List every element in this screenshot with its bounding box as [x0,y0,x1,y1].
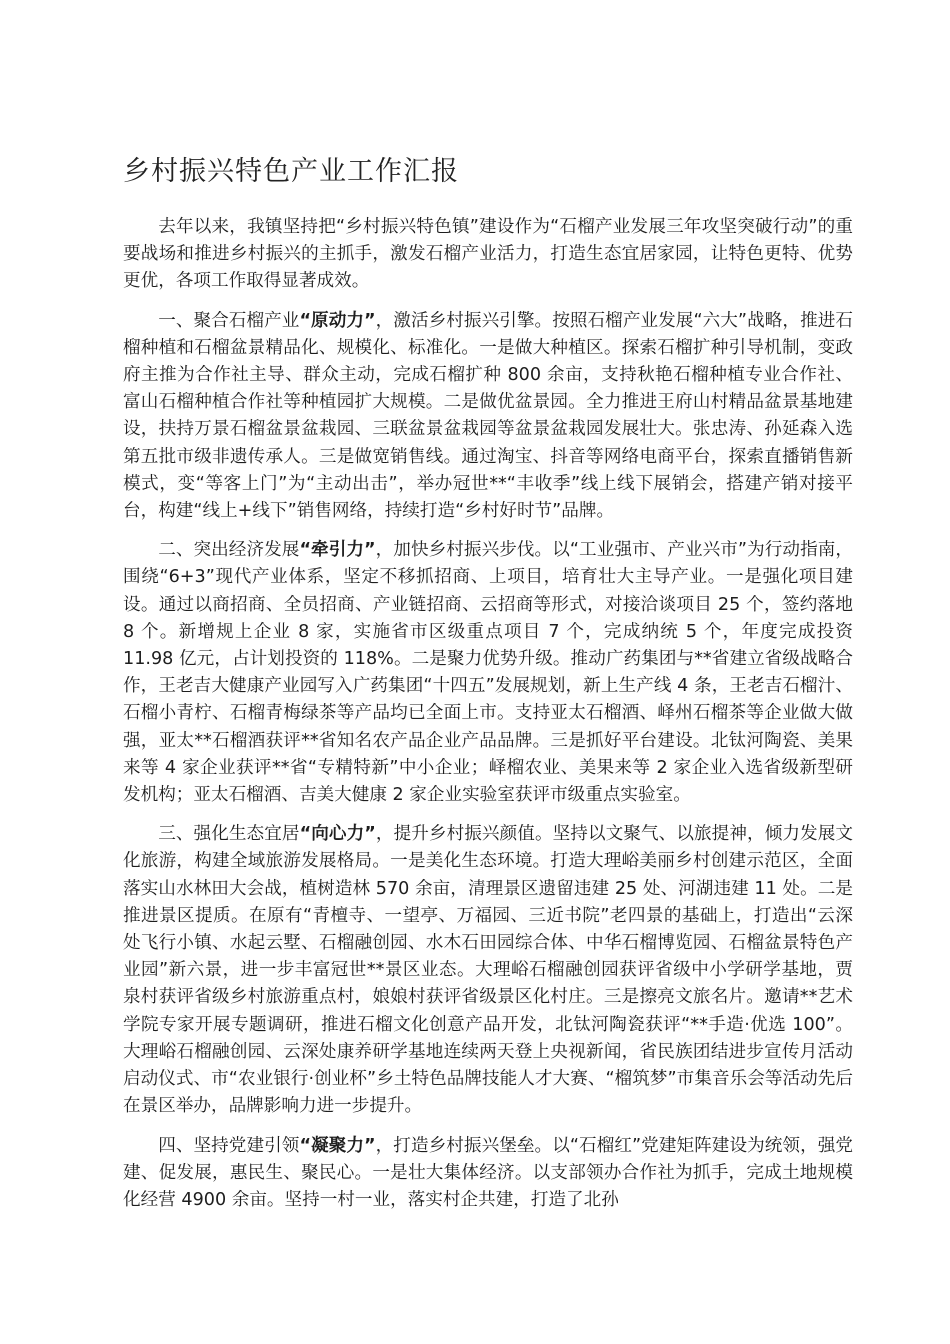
section-1-heading-a: 一、聚合石榴产业 [158,310,300,331]
section-2-paragraph [123,537,853,809]
section-1-heading-b: ，激活乡村振兴引擎。 [375,310,553,331]
section-1-body: 按照石榴产业发展“六大”战略，推进石榴种植和石榴盆景精品化、规模化、标准化。一是做大种植区。探索石榴扩种引导机制，变政府主推为合作社主导、群众主动，完成石榴扩种 800 余亩，支持秋艳石榴种植专业合作社、富山石榴种植合作社等种植园扩大规模。二是做优盆景园。全力推进王府山村精品盆景基地建设，扶持万景石榴盆景盆栽园、三联盆景盆栽园等盆景盆栽园发展壮大。张忠涛、孙延森入选第五批市级非遗传承人。三是做宽销售线。通过淘宝、抖音等网络电商平台，探索直播销售新模式，变“等客上门”为“主动出击”，举办冠世**“丰收季”线上线下展销会，搭建产销对接平台，构建“线上+线下”销售网络，持续打造“乡村好时节”品牌。 [123,310,853,522]
section-3-heading-a: 三、强化生态宜居 [158,824,300,845]
section-4-paragraph [123,1133,853,1215]
section-4-heading-a: 四、坚持党建引领 [158,1135,300,1156]
section-3-paragraph [123,821,853,1120]
intro-paragraph: 去年以来，我镇坚持把“乡村振兴特色镇”建设作为“石榴产业发展三年攻坚突破行动”的重要战场和推进乡村振兴的主抓手，激发石榴产业活力，打造生态宜居家园，让特色更特、优势更优，各项工作取得显著成效。 [123,217,853,292]
section-4-heading-b: ，打造乡村振兴堡垒。 [375,1135,553,1156]
section-3-body: 坚持以文聚气、以旅提神，倾力发展文化旅游，构建全域旅游发展格局。一是美化生态环境。打造大理峪美丽乡村创建示范区，全面落实山水林田大会战，植树造林 570 余亩，清理景区遗留违建 25 处、河湖违建 11 处。二是推进景区提质。在原有“青檀寺、一望亭、万福园、三近书院”老四景的基础上，打造出“云深处飞行小镇、水起云墅、石榴融创园、水木石田园综合体、中华石榴博览园、石榴盆景特色产业园”新六景，进一步丰富冠世**景区业态。大理峪石榴融创园获评省级中小学研学基地，贾泉村获评省级乡村旅游重点村，娘娘村获评省级景区化村庄。三是擦亮文旅名片。邀请**艺术学院专家开展专题调研，推进石榴文化创意产品开发，北钛河陶瓷获评“**手造·优选 100”。大理峪石榴融创园、云深处康养研学基地连续两天登上央视新闻，省民族团结进步宣传月活动启动仪式、市“农业银行·创业杯”乡土特色品牌技能人才大赛、“榴筑梦”市集音乐会等活动先后在景区举办，品牌影响力进一步提升。 [123,824,853,1117]
section-2-heading-quote: “牵引力” [299,540,376,561]
section-2-heading-a: 二、突出经济发展 [158,540,300,561]
section-1-heading-quote: “原动力” [299,310,376,331]
section-1-paragraph [123,308,853,526]
document-page [123,150,853,1226]
section-2-body: 以“工业强市、产业兴市”为行动指南，围绕“6+3”现代产业体系，坚定不移抓招商、上项目，培育壮大主导产业。一是强化项目建设。通过以商招商、全员招商、产业链招商、云招商等形式，对接洽谈项目 25 个，签约落地 8 个。新增规上企业 8 家，实施省市区级重点项目 7 个，完成纳统 5 个，年度完成投资 11.98 亿元，占计划投资的 118%。二是聚力优势升级。推动广药集团与**省建立省级战略合作，王老吉大健康产业园写入广药集团“十四五”发展规划，新上生产线 4 条，王老吉石榴汁、石榴小青柠、石榴青梅绿茶等产品均已全面上市。支持亚太石榴酒、峄州石榴茶等企业做大做强，亚太**石榴酒获评**省知名农产品企业产品品牌。三是抓好平台建设。北钛河陶瓷、美果来等 4 家企业获评**省“专精特新”中小企业；峄榴农业、美果来等 2 家企业入选省级新型研发机构；亚太石榴酒、吉美大健康 2 家企业实验室获评市级重点实验室。 [123,540,853,806]
section-2-heading-b: ，加快乡村振兴步伐。 [375,540,553,561]
section-4-body: 以“石榴红”党建矩阵建设为统领，强党建、促发展，惠民生、聚民心。一是壮大集体经济。以支部领办合作社为抓手，完成土地规模化经营 4900 余亩。坚持一村一业，落实村企共建，打造了北孙 [123,1135,853,1210]
section-3-heading-quote: “向心力” [299,824,376,845]
section-3-heading-b: ，提升乡村振兴颜值。 [375,824,553,845]
document-title: 乡村振兴特色产业工作汇报 [123,156,459,187]
section-4-heading-quote: “凝聚力” [299,1135,376,1156]
